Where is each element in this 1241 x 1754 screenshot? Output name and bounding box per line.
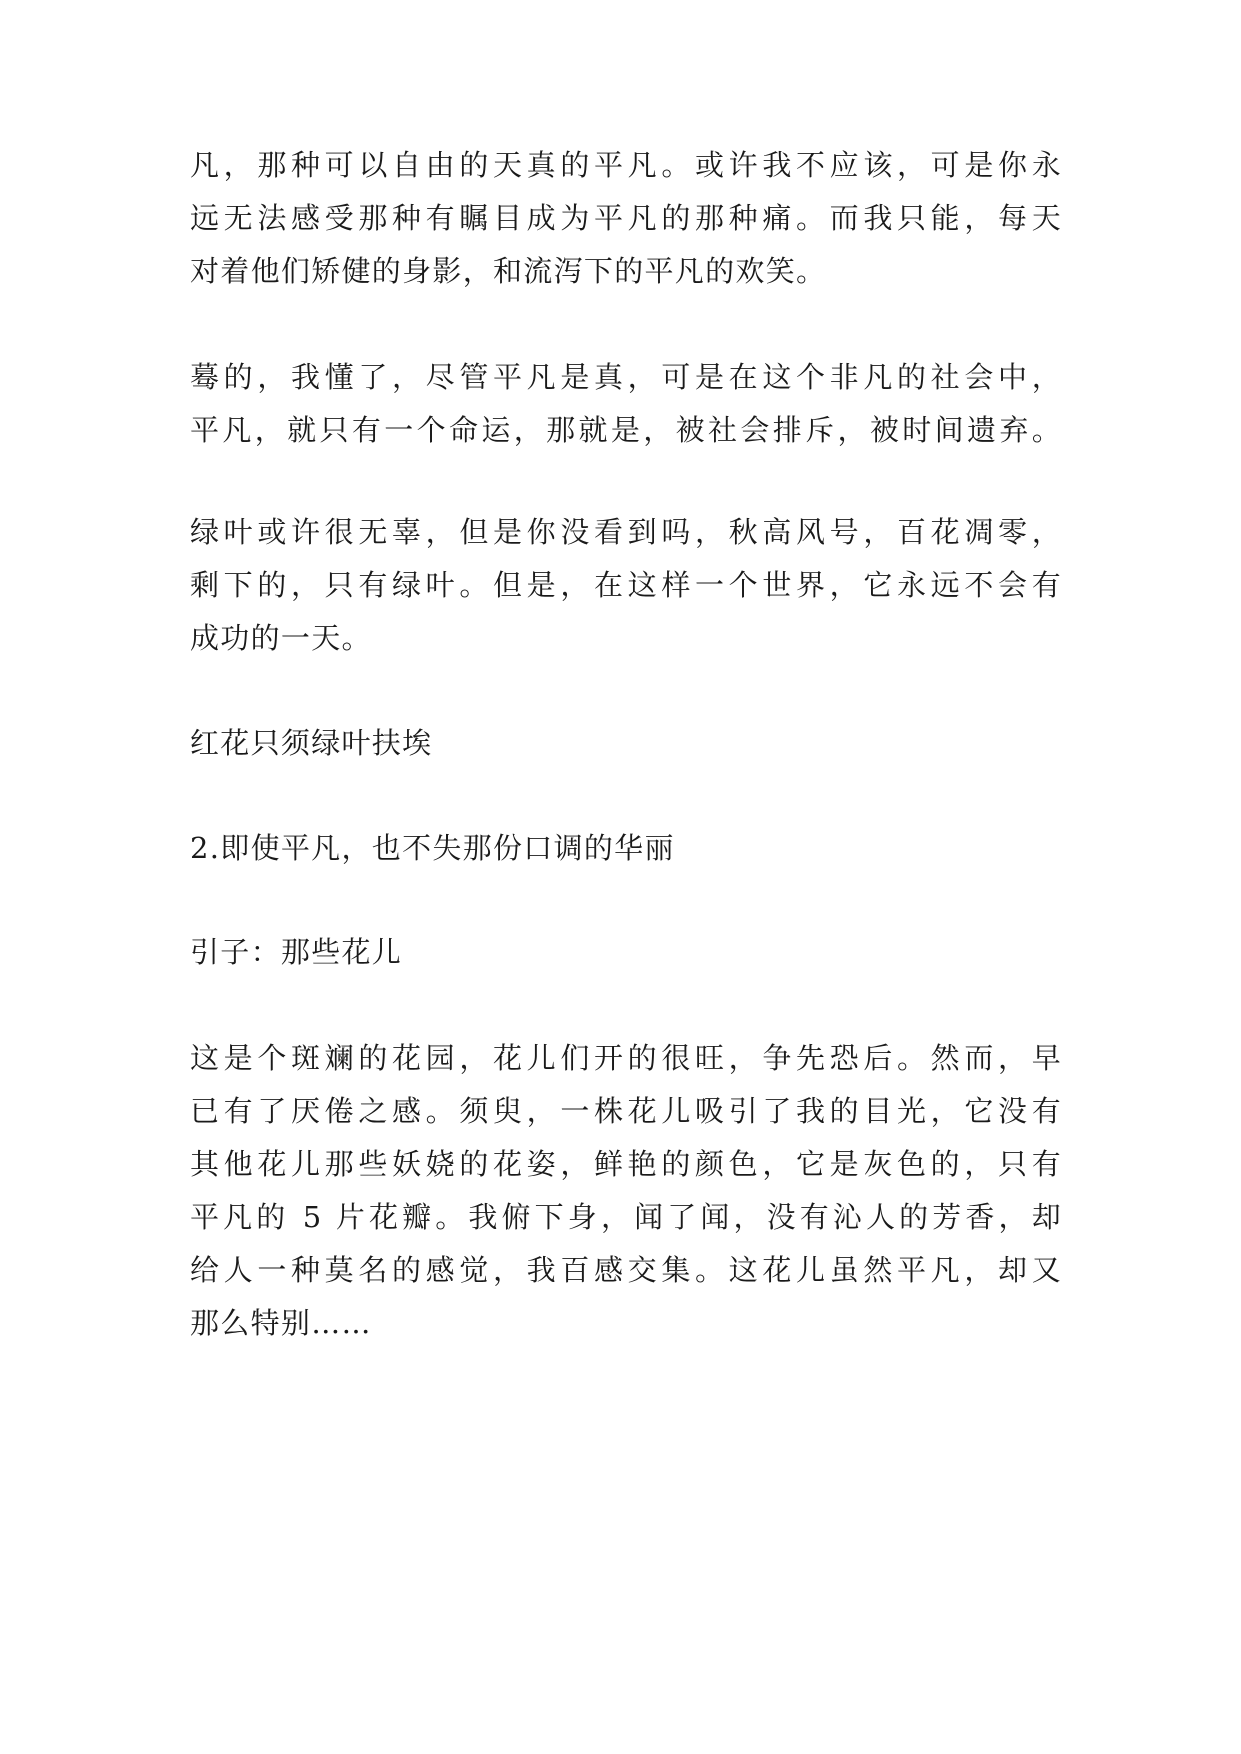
paragraph-3 <box>190 506 1062 665</box>
text-line: 平凡，就只有一个命运，那就是，被社会排斥，被时间遗弃。 <box>190 413 1062 447</box>
text-line: 平凡的 5 片花瓣。我俯下身，闻了闻，没有沁人的芳香，却 <box>190 1200 1062 1234</box>
text-line: 引子：那些花儿 <box>190 935 403 969</box>
paragraph-6 <box>190 926 1062 979</box>
text-line: 那么特别…… <box>190 1306 372 1340</box>
text-line: 红花只须绿叶扶埃 <box>190 726 433 760</box>
text-line: 对着他们矫健的身影，和流泻下的平凡的欢笑。 <box>190 254 827 288</box>
paragraph-1 <box>190 139 1062 298</box>
text-line: 成功的一天。 <box>190 621 372 655</box>
text-line: 绿叶或许很无辜，但是你没看到吗，秋高风号，百花凋零， <box>190 515 1062 549</box>
text-line: 给人一种莫名的感觉，我百感交集。这花儿虽然平凡，却又 <box>190 1253 1062 1287</box>
text-line: 2.即使平凡，也不失那份口调的华丽 <box>190 831 675 865</box>
paragraph-5 <box>190 822 1062 875</box>
paragraph-4 <box>190 717 1062 770</box>
paragraph-7 <box>190 1032 1062 1350</box>
text-line: 其他花儿那些妖娆的花姿，鲜艳的颜色，它是灰色的，只有 <box>190 1147 1062 1181</box>
text-line: 这是个斑斓的花园，花儿们开的很旺，争先恐后。然而，早 <box>190 1041 1062 1075</box>
text-line: 剩下的，只有绿叶。但是，在这样一个世界，它永远不会有 <box>190 568 1062 602</box>
text-line: 远无法感受那种有瞩目成为平凡的那种痛。而我只能，每天 <box>190 201 1062 235</box>
text-line: 已有了厌倦之感。须臾，一株花儿吸引了我的目光，它没有 <box>190 1094 1062 1128</box>
paragraph-2 <box>190 351 1062 457</box>
text-line: 蓦的，我懂了，尽管平凡是真，可是在这个非凡的社会中， <box>190 360 1062 394</box>
text-line: 凡，那种可以自由的天真的平凡。或许我不应该，可是你永 <box>190 148 1062 182</box>
